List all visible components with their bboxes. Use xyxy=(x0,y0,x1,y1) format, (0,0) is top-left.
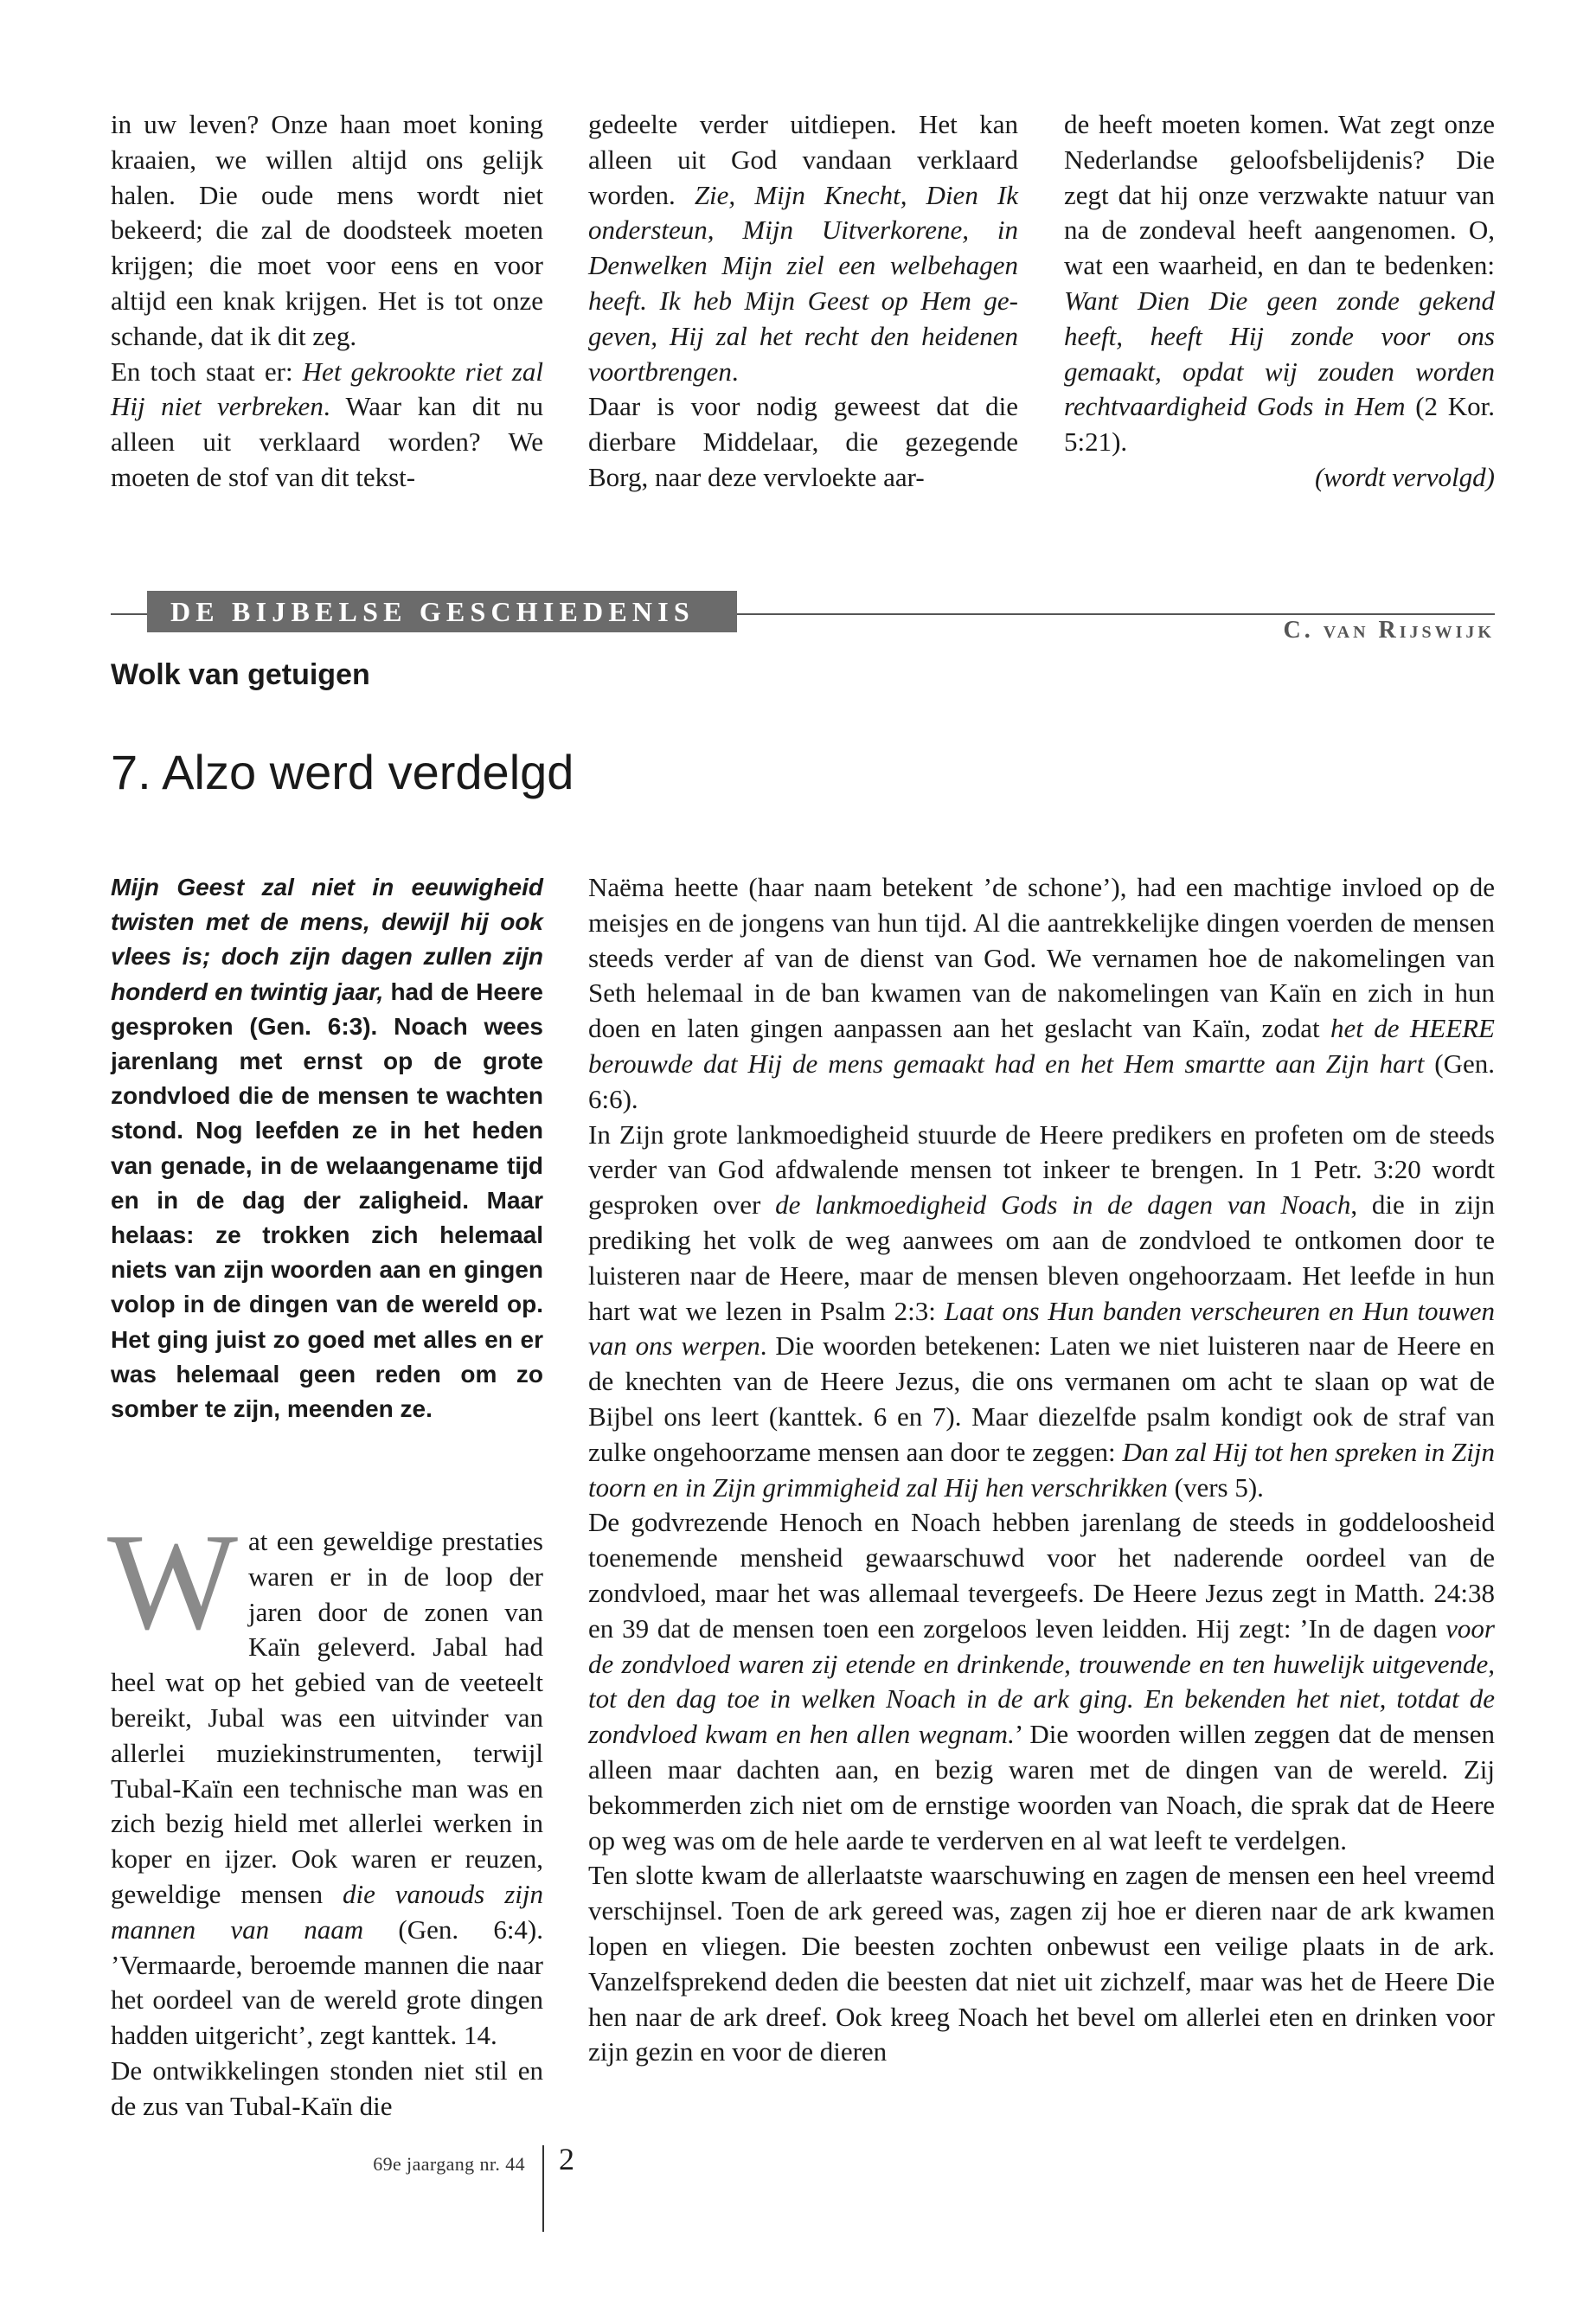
text-run: . Die woorden betekenen: Laten we niet luisteren naar de Heere en de knechten van de Heere Jezus, die ons vermanen om acht te slaan op wat de Bijbel ons leert (kanttek. 6 en 7). Maar diezelfde psalm kondigt ook de straf van zulke ongehoorzame mensen aan door te zeggen: xyxy=(588,1330,1495,1467)
italic-text: Laat ons Hun banden verscheuren en Hun touwen van ons werpen xyxy=(588,1295,1495,1362)
paragraph xyxy=(111,355,543,496)
paragraph xyxy=(588,107,1018,389)
italic-text: die vanouds zijn mannen van naam xyxy=(111,1878,543,1945)
paragraph xyxy=(588,1505,1495,1858)
text-run: Ten slotte kwam de allerlaatste waarschuwing en zagen de mensen een heel vreemd verschijnsel. Toen de ark gereed was, zagen zij hoe er dieren naar de ark kwamen lopen en vliegen. Die beesten zochten onbewust een veilige plaats in de ark. Vanzelfsprekend deden die beesten dat niet uit zichzelf, maar was het de Heere Die hen naar de ark dreef. Ook kreeg Noach het bevel om allerlei eten en drinken voor zijn gezin en voor de dieren xyxy=(588,1860,1495,2067)
text-run: . Waar kan dit nu alleen uit verklaard worden? We moeten de stof van dit tekst- xyxy=(111,391,544,492)
series-title: Wolk van getuigen xyxy=(111,658,370,691)
right-body-column xyxy=(588,870,1495,2070)
drop-cap: W xyxy=(107,1504,239,1658)
italic-text: Dan zal Hij tot hen spreken in Zijn toorn en in Zijn grimmigheid zal Hij hen verschrikken xyxy=(588,1436,1495,1503)
paragraph xyxy=(111,107,543,355)
top-column-2 xyxy=(588,107,1018,496)
text-run: In Zijn grote lankmoedigheid stuurde de Heere predikers en profeten om de steeds verder van God afdwalende mensen tot inkeer te brengen. In 1 Petr. 3:20 wordt gesproken over xyxy=(588,1118,1495,1221)
text-run: Naëma heette (haar naam betekent ’de schone’), had een machtige invloed op de meisjes en de jongens van hun tijd. Al die aantrekkelijke dingen voerden de mensen steeds verder af van de dienst van God. We vernamen hoe de nakomelingen van Seth helemaal in de ban kwamen van de nakomelingen van Kaïn en zich in hun doen en laten gingen aanpassen aan het geslacht van Kaïn, zodat xyxy=(588,872,1495,1044)
text-run: ’ Die woorden willen zeggen dat de mensen alleen maar dachten aan, en bezig waren met de dingen van de wereld. Zij bekommerden zich niet om de ernstige woorden van Noach, die sprak dat de Heere op weg was om de hele aarde te verderven en al wat leeft te verdelgen. xyxy=(588,1719,1495,1856)
text-run: De godvrezende Henoch en Noach hebben jarenlang de steeds in goddeloosheid toenemende mensheid gewaarschuwd voor het naderende oordeel van de zondvloed, maar het was allemaal tevergeefs. De Heere Jezus zegt in Matth. 24:38 en 39 dat de mensen toen een zorgeloos leven leidden. Hij zegt: ’In de dagen xyxy=(588,1507,1495,1644)
author-name: C. van Rijswijk xyxy=(1283,617,1495,644)
text-run: (Gen. 6:6). xyxy=(588,1048,1495,1114)
text-run: (Gen. 6:4). ’Vermaarde, beroemde mannen die naar het oordeel van de wereld grote dingen hadden uitgericht’, zegt kanttek. 14. xyxy=(111,1913,544,2051)
text-run: (vers 5). xyxy=(1167,1471,1264,1503)
paragraph xyxy=(588,389,1018,495)
italic-text: de lankmoedigheid Gods in de dagen van Noach xyxy=(775,1189,1351,1221)
italic-text: Zie, Mijn Knecht, Dien Ik ondersteun, Mijn Uitverkorene, in Denwelken Mijn ziel een welbehagen heeft. Ik heb Mijn Geest op Hem gegeven, Hij zal het recht den heidenen voortbrengen xyxy=(588,179,1018,387)
italic-text: Mijn Geest zal niet in eeuwigheid twisten met de mens, dewijl hij ook vlees is; doch zijn dagen zullen zijn honderd en twintig jaar, xyxy=(111,874,543,1005)
text-run: . xyxy=(731,356,739,387)
paragraph-with-dropcap xyxy=(107,1504,544,2054)
page-number: 2 xyxy=(559,2142,574,2176)
text-run: , die in zijn prediking het volk de weg aanwees om aan de zondvloed te ontkomen door te luisteren naar de Heere, maar de mensen bleven ongehoorzaam. Het leefde in hun hart wat we lezen in Psalm 2:3: xyxy=(588,1189,1495,1326)
footer-divider xyxy=(542,2145,544,2232)
section-label: DE BIJBELSE GESCHIEDENIS xyxy=(147,591,737,632)
text-run: En toch staat er: xyxy=(111,356,303,387)
top-column-1 xyxy=(111,107,543,496)
left-body-column xyxy=(107,1504,544,2125)
text-run: de heeft moeten komen. Wat zegt onze Nederlandse geloofsbelijdenis? Die zegt dat hij onze verzwakte natuur van na de zondeval heeft aangenomen. O, wat een waarheid, en dan te bedenken: xyxy=(1064,109,1495,281)
paragraph xyxy=(588,1858,1495,2070)
text-run: (2 Kor. 5:21). xyxy=(1064,391,1495,458)
italic-text: voor de zondvloed waren zij etende en drinkende, trouwende en ten huwelijk uitgevende, tot den dag toe in welken Noach in de ark ging. En bekenden het niet, totdat de zondvloed kwam en hen allen wegnam. xyxy=(588,1612,1495,1750)
top-column-3 xyxy=(1064,107,1495,496)
italic-text: het de HEERE berouwde dat Hij de mens gemaakt had en het Hem smartte aan Zijn hart xyxy=(588,1013,1495,1079)
article-title: 7. Alzo werd verdelgd xyxy=(111,745,574,799)
paragraph xyxy=(588,1118,1495,1506)
text-run: gedeelte verder uitdiepen. Het kan alleen uit God vandaan verklaard worden. xyxy=(588,109,1018,210)
text-run: in uw leven? Onze haan moet koning kraaien, we willen altijd ons gelijk halen. Die oude mens wordt niet bekeerd; die zal de doodsteek moeten krijgen; die moet voor eens en voor altijd een knak krijgen. Het is tot onze schande, dat ik dit zeg. xyxy=(111,109,543,351)
footer-journal-issue: 69e jaargang nr. 44 xyxy=(373,2153,525,2175)
text-run: Daar is voor nodig geweest dat die dierbare Middelaar, die gezegende Borg, naar deze vervloekte aar- xyxy=(588,391,1018,492)
paragraph xyxy=(111,2054,543,2125)
paragraph xyxy=(1064,107,1495,460)
paragraph xyxy=(588,870,1495,1118)
article-intro xyxy=(111,870,543,1426)
text-run: had de Heere gesproken (Gen. 6:3). Noach wees jarenlang met ernst op de grote zondvloed die de mensen te wachten stond. Nog leefden ze in het heden van genade, in de welaangename tijd en in de dag der zaligheid. Maar helaas: ze trokken zich helemaal niets van zijn woorden aan en gingen volop in de dingen van de wereld op. Het ging juist zo goed met alles en er was helemaal geen reden om zo somber te zijn, meenden ze. xyxy=(111,977,543,1423)
italic-text: Want Dien Die geen zonde gekend heeft, heeft Hij zonde voor ons gemaakt, opdat wij zouden worden rechtvaardigheid Gods in Hem xyxy=(1064,285,1495,422)
italic-text: Het gekrookte riet zal Hij niet verbreken xyxy=(111,356,543,422)
continued-note: (wordt vervolgd) xyxy=(1314,461,1495,492)
text-run: at een geweldige prestaties waren er in de loop der jaren door de zonen van Kaïn geleverd. Jabal had heel wat op het gebied van de veeteelt bereikt, Jubal was een uitvinder van allerlei muziekinstrumenten, terwijl Tubal-Kaïn een technische man was en zich bezig hield met allerlei werken in koper en ijzer. Ook waren er reuzen, geweldige mensen xyxy=(111,1526,543,1909)
text-run: De ontwikkelingen stonden niet stil en de zus van Tubal-Kaïn die xyxy=(111,2054,543,2121)
